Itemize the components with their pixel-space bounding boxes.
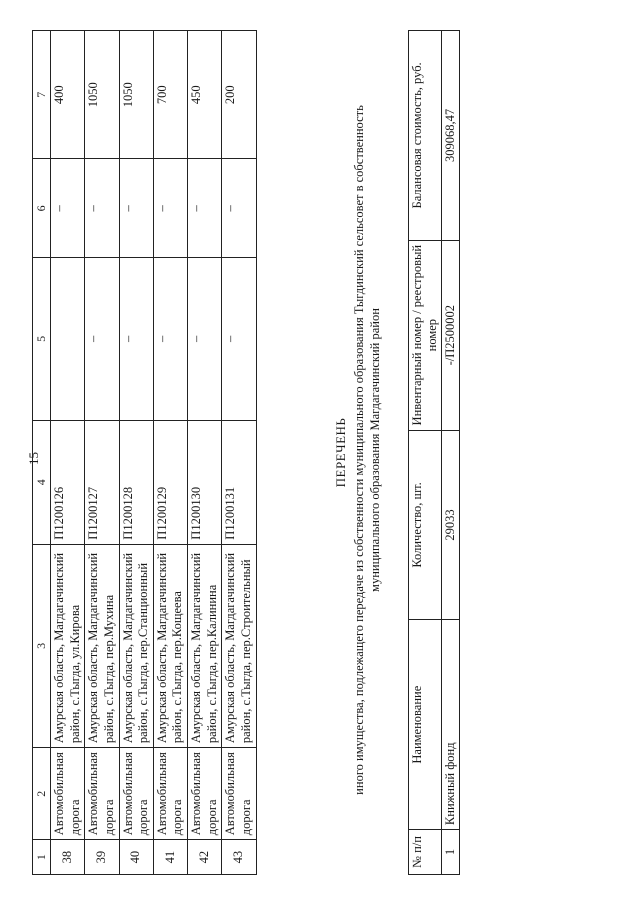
object-address: Амурская область, Магдагачинский район, с.Тыгда, пер.Кощеева bbox=[153, 544, 187, 747]
table-header-row bbox=[409, 31, 442, 875]
page-number: 15 bbox=[26, 452, 41, 465]
inventory-number: П1200130 bbox=[188, 420, 222, 544]
row-number: 39 bbox=[85, 840, 119, 875]
column-header: 6 bbox=[33, 159, 51, 258]
row-number: 43 bbox=[222, 840, 256, 875]
object-name: Автомобильная дорога bbox=[85, 748, 119, 840]
inventory-number: П1200131 bbox=[222, 420, 256, 544]
table-row bbox=[222, 31, 256, 875]
object-name: Автомобильная дорога bbox=[188, 748, 222, 840]
table-row bbox=[119, 31, 153, 875]
column-5-value: – bbox=[119, 258, 153, 421]
column-header: 2 bbox=[33, 748, 51, 840]
column-6-value: – bbox=[51, 159, 85, 258]
object-name: Автомобильная дорога bbox=[153, 748, 187, 840]
column-header-quantity: Количество, шт. bbox=[409, 430, 442, 620]
row-number: 42 bbox=[188, 840, 222, 875]
column-header: 3 bbox=[33, 544, 51, 747]
property-table bbox=[32, 30, 257, 875]
column-header: 7 bbox=[33, 31, 51, 159]
item-balance-cost: 309068,47 bbox=[442, 31, 460, 241]
object-name: Автомобильная дорога bbox=[51, 748, 85, 840]
column-6-value: – bbox=[153, 159, 187, 258]
column-5-value: – bbox=[222, 258, 256, 421]
document-subtitle bbox=[351, 25, 384, 875]
column-header: 5 bbox=[33, 258, 51, 421]
table-row bbox=[442, 31, 460, 875]
column-header-number: № п/п bbox=[409, 830, 442, 875]
inventory-number: П1200128 bbox=[119, 420, 153, 544]
length-value: 450 bbox=[188, 31, 222, 159]
table-row bbox=[188, 31, 222, 875]
column-header-cost: Балансовая стоимость, руб. bbox=[409, 31, 442, 241]
column-6-value: – bbox=[222, 159, 256, 258]
column-6-value: – bbox=[188, 159, 222, 258]
column-header-inventory: Инвентарный номер / реестровый номер bbox=[409, 240, 442, 430]
length-value: 400 bbox=[51, 31, 85, 159]
column-header: 4 bbox=[33, 420, 51, 544]
length-value: 1050 bbox=[85, 31, 119, 159]
table-row bbox=[153, 31, 187, 875]
row-number: 41 bbox=[153, 840, 187, 875]
object-name: Автомобильная дорога bbox=[222, 748, 256, 840]
item-quantity: 29033 bbox=[442, 430, 460, 620]
subtitle-line: иного имущества, подлежащего передаче из собственности муниципального образования Тыгдинский сельсовет в собственность bbox=[352, 105, 366, 795]
length-value: 200 bbox=[222, 31, 256, 159]
row-number: 1 bbox=[442, 830, 460, 875]
length-value: 1050 bbox=[119, 31, 153, 159]
table-header-row bbox=[33, 31, 51, 875]
item-inventory-number: -/П2500002 bbox=[442, 240, 460, 430]
length-value: 700 bbox=[153, 31, 187, 159]
object-address: Амурская область, Магдагачинский район, с.Тыгда, ул.Кирова bbox=[51, 544, 85, 747]
inventory-number: П1200127 bbox=[85, 420, 119, 544]
column-6-value: – bbox=[119, 159, 153, 258]
column-5-value: – bbox=[153, 258, 187, 421]
table-row bbox=[85, 31, 119, 875]
column-5-value: – bbox=[188, 258, 222, 421]
object-address: Амурская область, Магдагачинский район, с.Тыгда, пер.Мухина bbox=[85, 544, 119, 747]
row-number: 40 bbox=[119, 840, 153, 875]
table-row bbox=[51, 31, 85, 875]
row-number: 38 bbox=[51, 840, 85, 875]
column-header: 1 bbox=[33, 840, 51, 875]
object-address: Амурская область, Магдагачинский район, с.Тыгда, пер.Станционный bbox=[119, 544, 153, 747]
object-name: Автомобильная дорога bbox=[119, 748, 153, 840]
inventory-number: П1200126 bbox=[51, 420, 85, 544]
document-title: ПЕРЕЧЕНЬ bbox=[333, 417, 348, 488]
book-fund-table bbox=[408, 30, 460, 875]
object-address: Амурская область, Магдагачинский район, с.Тыгда, пер.Калинина bbox=[188, 544, 222, 747]
column-header-name: Наименование bbox=[409, 620, 442, 830]
item-name: Книжный фонд bbox=[442, 620, 460, 830]
object-address: Амурская область, Магдагачинский район, с.Тыгда, пер.Строительный bbox=[222, 544, 256, 747]
column-6-value: – bbox=[85, 159, 119, 258]
subtitle-line: муниципального образования Магдагачинский район bbox=[368, 308, 383, 592]
column-5-value: – bbox=[85, 258, 119, 421]
inventory-number: П1200129 bbox=[153, 420, 187, 544]
column-5-value bbox=[51, 258, 85, 421]
